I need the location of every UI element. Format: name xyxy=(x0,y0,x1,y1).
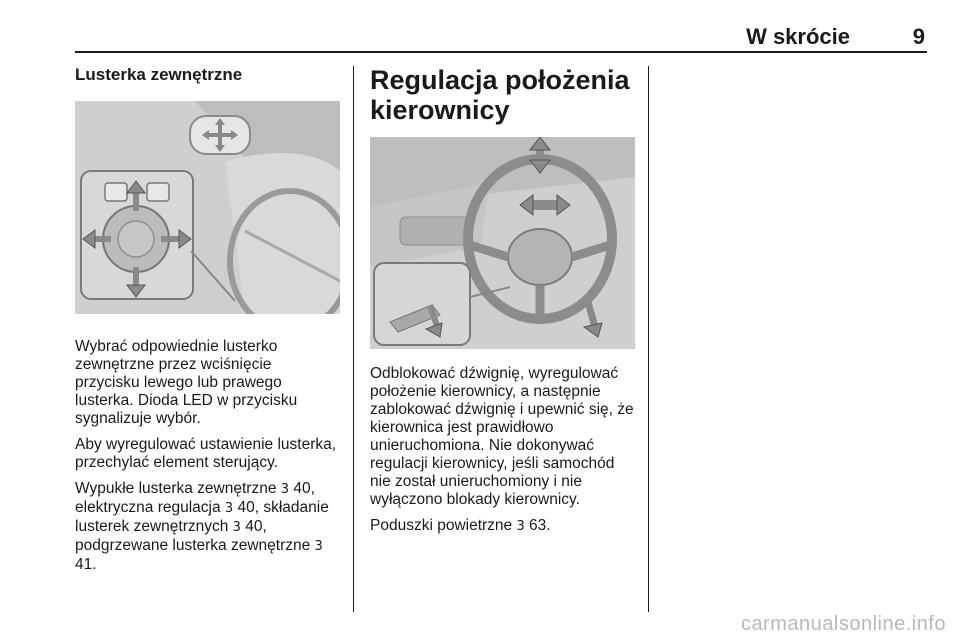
page-reference-icon[interactable]: 3 xyxy=(224,501,234,516)
watermark: carmanualsonline.info xyxy=(740,613,946,635)
page-reference-icon[interactable]: 3 xyxy=(314,539,323,554)
ref-text-5: 41. xyxy=(75,556,97,573)
column-divider-left xyxy=(353,66,354,612)
section-heading-mirrors: Lusterka zewnętrzne xyxy=(75,65,243,84)
column-divider-right xyxy=(648,66,649,612)
header-rule xyxy=(75,51,927,53)
page-number: 9 xyxy=(912,24,925,49)
steering-adjust-paragraph: Odblokować dźwignię, wyregulować położenie kierownicy, a następnie zablokować dźwignię i upewnić się, że kierownica jest prawidłowo unieruchomiona. Nie dokonywać regulacji kierownicy, jeśli samochód nie został unieruchomiony i nie wyłączono blokady kierownicy. xyxy=(370,365,634,508)
steering-illustration-svg xyxy=(370,137,635,349)
right-column xyxy=(370,65,635,544)
mirror-adjust-paragraph: Aby wyregulować ustawienie lusterka, przechylać element sterujący. xyxy=(75,436,337,471)
section-heading-steering: Regulacja położenia kierownicy xyxy=(370,65,630,125)
airbag-reference-paragraph xyxy=(370,517,635,536)
ref-text-3: 40, składanie lusterek zewnętrznych xyxy=(75,499,329,535)
mirror-references-paragraph xyxy=(75,480,340,574)
steering-wheel-illustration xyxy=(370,137,635,349)
running-header-title: W skrócie xyxy=(746,24,850,49)
mirror-select-paragraph: Wybrać odpowiednie lusterko zewnętrzne przez wciśnięcie przycisku lewego lub prawego lusterka. Dioda LED w przycisku sygnalizuje wybór. xyxy=(75,338,298,427)
page-reference-icon[interactable]: 3 xyxy=(280,482,290,497)
left-column xyxy=(75,65,340,582)
mirror-illustration-svg xyxy=(75,101,340,314)
page-reference-icon[interactable]: 3 xyxy=(516,519,525,534)
airbag-ref-page: 63. xyxy=(524,517,551,534)
ref-text-2: 40, elektryczna regulacja xyxy=(75,480,315,516)
mirror-control-illustration xyxy=(75,101,340,314)
airbag-text: Poduszki powietrzne xyxy=(370,517,517,534)
page-reference-icon[interactable]: 3 xyxy=(232,520,241,535)
ref-text-4: 40, podgrzewane lusterka zewnętrzne xyxy=(75,518,315,554)
ref-text-1: Wypukłe lusterka zewnętrzne xyxy=(75,480,281,497)
